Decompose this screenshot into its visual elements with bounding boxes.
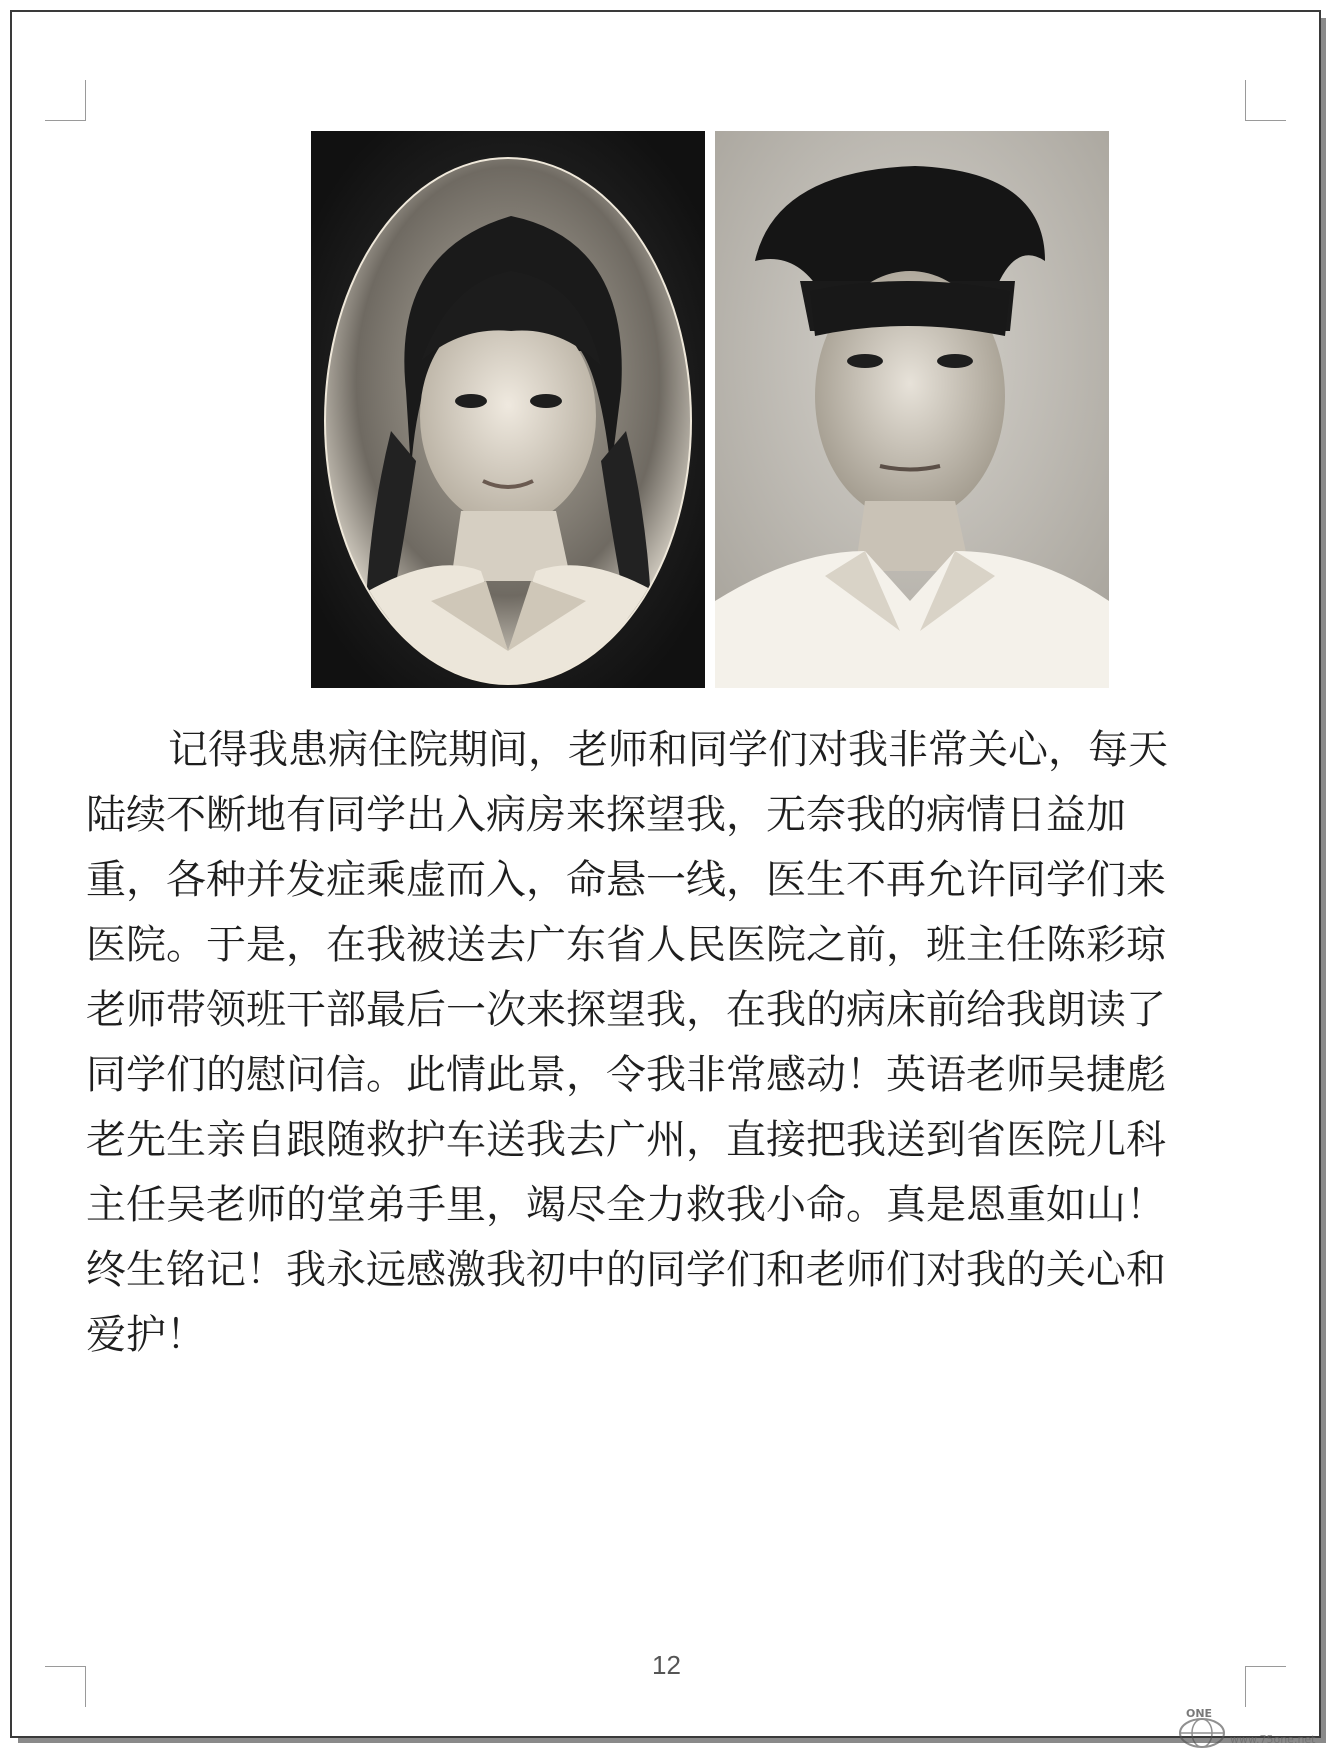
paragraph-line: 主任吴老师的堂弟手里，竭尽全力救我小命。真是恩重如山！ bbox=[86, 1182, 1166, 1228]
body-paragraph bbox=[86, 718, 1241, 1368]
girl-portrait-photo bbox=[311, 131, 705, 688]
globe-logo-icon bbox=[1172, 1703, 1332, 1749]
paragraph-line: 爱护！ bbox=[86, 1312, 206, 1358]
paragraph-line: 记得我患病住院期间，老师和同学们对我非常关心，每天 bbox=[168, 727, 1168, 773]
crop-mark-top-right bbox=[1245, 80, 1286, 121]
paragraph-line: 同学们的慰问信。此情此景，令我非常感动！英语老师吴捷彪 bbox=[86, 1052, 1166, 1098]
girl-portrait-image bbox=[311, 131, 705, 688]
page-shadow-right bbox=[1321, 18, 1326, 1743]
paragraph-line: 重，各种并发症乘虚而入，命悬一线，医生不再允许同学们来 bbox=[86, 857, 1166, 903]
paragraph-line: 老先生亲自跟随救护车送我去广州，直接把我送到省医院儿科 bbox=[86, 1117, 1166, 1163]
paragraph-line: 陆续不断地有同学出入病房来探望我，无奈我的病情日益加 bbox=[86, 792, 1126, 838]
page-number: 12 bbox=[652, 1650, 681, 1680]
crop-mark-top-left bbox=[45, 80, 86, 121]
boy-portrait-photo bbox=[715, 131, 1109, 688]
paragraph-line: 终生铭记！我永远感激我初中的同学们和老师们对我的关心和 bbox=[86, 1247, 1166, 1293]
watermark-logo-text: ONE bbox=[1186, 1707, 1213, 1720]
page-shadow-bottom bbox=[18, 1738, 1326, 1743]
watermark-url: www.75one.net bbox=[1230, 1733, 1316, 1746]
paragraph-line: 老师带领班干部最后一次来探望我，在我的病床前给我朗读了 bbox=[86, 987, 1166, 1033]
watermark-logo bbox=[1172, 1703, 1332, 1749]
paragraph-line: 医院。于是，在我被送去广东省人民医院之前，班主任陈彩琼 bbox=[86, 922, 1166, 968]
boy-portrait-image bbox=[715, 131, 1109, 688]
